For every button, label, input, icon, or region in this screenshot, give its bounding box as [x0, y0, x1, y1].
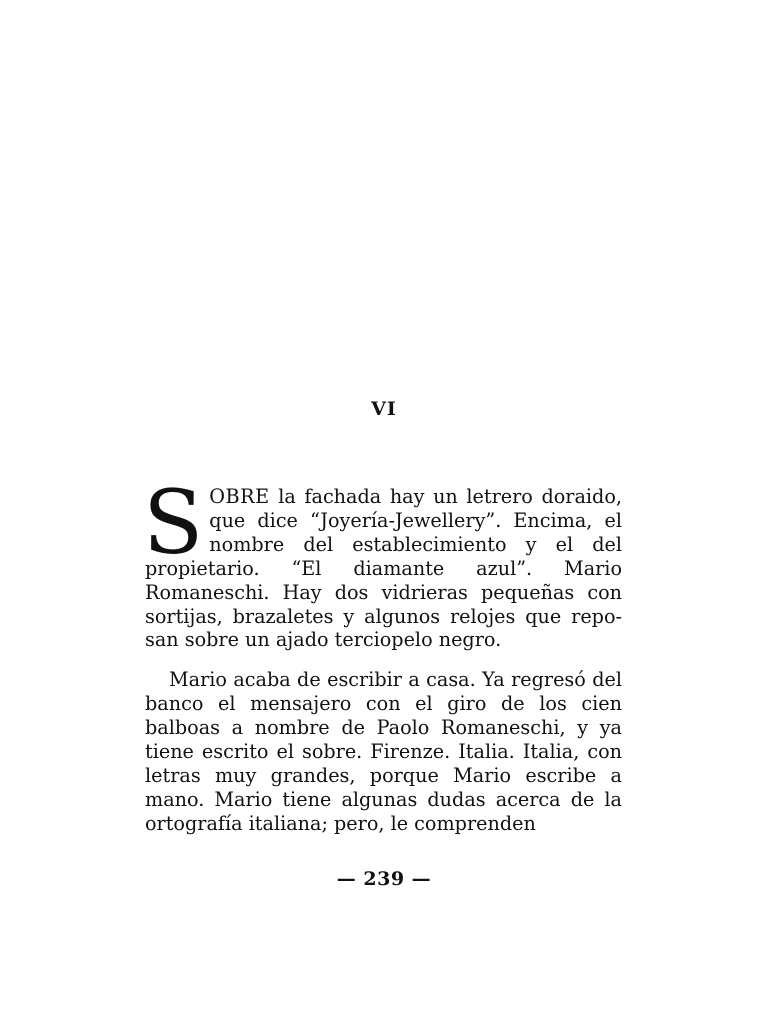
lead-word: OBRE	[209, 485, 270, 508]
page-number: — 239 —	[336, 868, 432, 890]
paragraph-2: Mario acaba de escribir a casa. Ya regresó del banco el mensajero con el giro de los cien balboas a nombre de Paolo Romaneschi, y ya tiene escrito el sobre. Firenze. Italia. Italia, con letras muy grandes, porque Mario escribe a mano. Mario tiene algunas dudas acerca de la ortografía italiana; pero, le comprenden	[145, 668, 622, 835]
paragraph-1-text: la fachada hay un letrero doraido, que dice “Joyería-Jewellery”. Encima, el nombre del establecimiento y el del propietario. “El diamante azul”. Mario Romaneschi. Hay dos vidrieras pequeñas con sortijas, brazaletes y algunos relojes que reposan sobre un ajado terciopelo negro.	[145, 485, 622, 652]
chapter-heading: VI	[371, 398, 397, 420]
paragraph-1	[143, 471, 622, 652]
body-text	[143, 471, 622, 836]
drop-cap: S	[143, 471, 204, 574]
